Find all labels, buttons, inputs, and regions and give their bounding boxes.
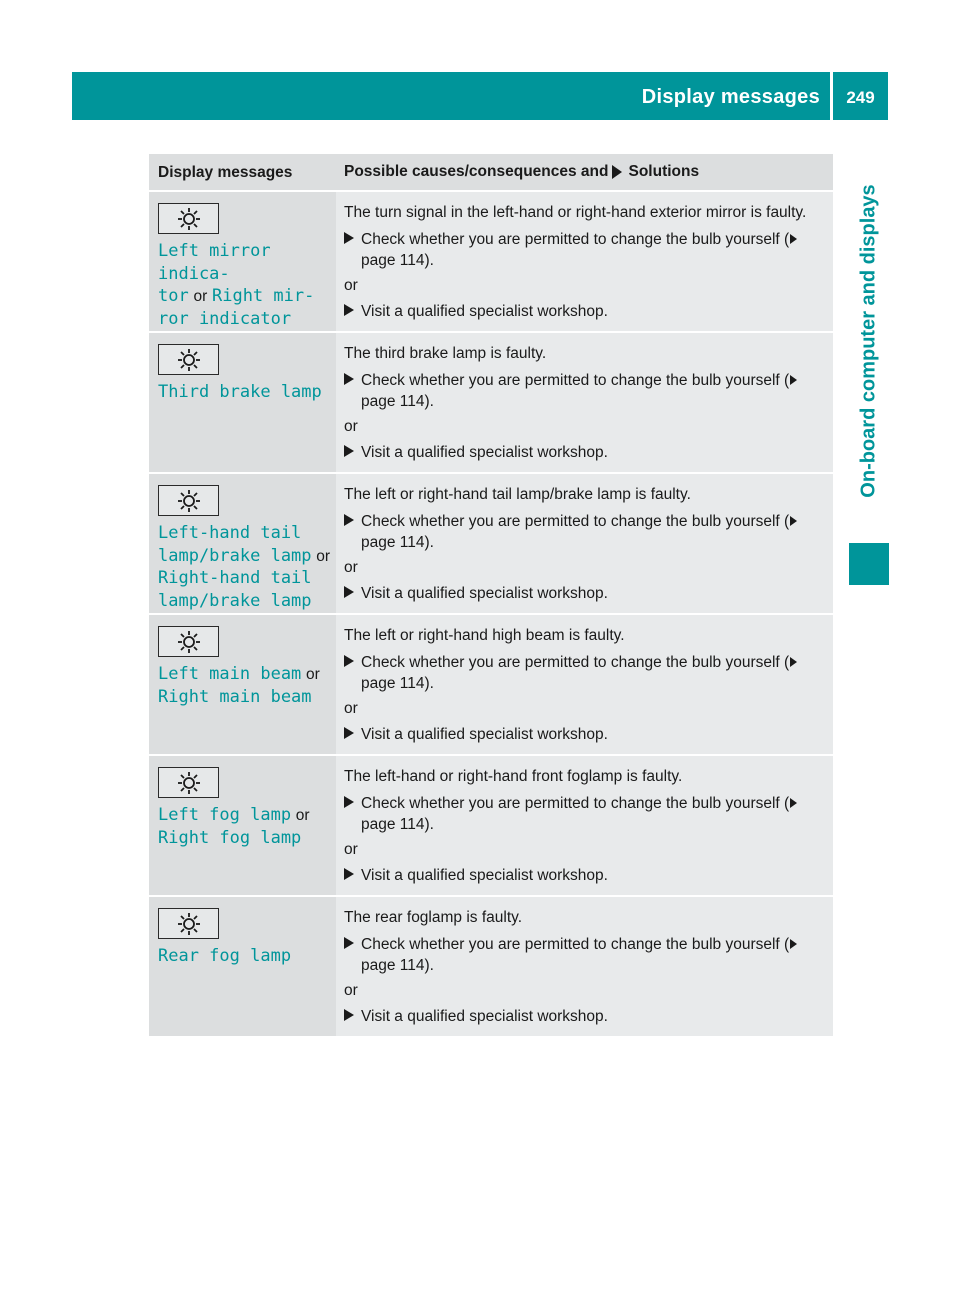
message-text: lamp/brake lamp (158, 590, 312, 611)
bulb-failure-icon (158, 626, 219, 657)
table-row (149, 190, 833, 331)
or-text: or (344, 982, 358, 999)
step-text: Check whether you are permitted to change the bulb yourself ( (361, 936, 790, 953)
page-ref-link[interactable]: page 114). (361, 534, 434, 551)
step-text: Visit a qualified specialist workshop. (361, 585, 608, 602)
page-ref-icon (790, 939, 797, 949)
message-text: Rear fog lamp (158, 946, 292, 966)
bulb-failure-icon (158, 767, 219, 798)
side-tab-label: On-board computer and displays (857, 184, 880, 498)
table-row (149, 895, 833, 1036)
header-title: Display messages (641, 86, 820, 108)
col-header-solutions-text: Solutions (628, 163, 700, 180)
action-arrow-icon (344, 232, 354, 244)
bulb-failure-icon (158, 485, 219, 516)
solution-step (344, 724, 821, 745)
action-arrow-icon (344, 514, 354, 526)
solution-cell (336, 897, 833, 1036)
or-text: or (344, 559, 358, 576)
page-ref-link[interactable]: page 114). (361, 957, 434, 974)
step-text: Visit a qualified specialist workshop. (361, 303, 608, 320)
page-ref-icon (790, 798, 797, 808)
step-text: Visit a qualified specialist workshop. (361, 444, 608, 461)
step-text: Visit a qualified specialist workshop. (361, 726, 608, 743)
page-ref-link[interactable]: page 114). (361, 393, 434, 410)
action-arrow-icon (344, 1009, 354, 1021)
solution-step (344, 793, 821, 835)
message-cell (149, 333, 336, 472)
action-arrow-icon (344, 445, 354, 457)
solution-step (344, 229, 821, 271)
step-text: Check whether you are permitted to change the bulb yourself ( (361, 231, 790, 248)
message-cell (149, 192, 336, 331)
message-text: lamp/brake lamp (158, 545, 312, 566)
solution-step (344, 301, 821, 322)
cause-text: The left or right-hand tail lamp/brake lamp is faulty. (344, 486, 691, 503)
message-text: tor (158, 286, 189, 306)
action-arrow-icon (344, 937, 354, 949)
solution-cell (336, 474, 833, 613)
or-text: or (316, 547, 331, 565)
action-arrow-icon (344, 868, 354, 880)
or-text: or (306, 666, 320, 683)
solution-step (344, 511, 821, 553)
side-tab (849, 140, 889, 543)
step-text: Check whether you are permitted to change the bulb yourself ( (361, 795, 790, 812)
col-header-causes (336, 154, 833, 190)
display-messages-table (149, 154, 833, 1036)
cause-text: The turn signal in the left-hand or right-hand exterior mirror is faulty. (344, 204, 807, 221)
step-text: Check whether you are permitted to change the bulb yourself ( (361, 654, 790, 671)
action-arrow-icon (344, 304, 354, 316)
page-ref-icon (790, 516, 797, 526)
solution-cell (336, 756, 833, 895)
message-text: Left fog lamp (158, 805, 292, 825)
step-text: Check whether you are permitted to change the bulb yourself ( (361, 372, 790, 389)
message-text: Left main beam (158, 664, 302, 684)
table-row (149, 472, 833, 613)
message-cell (149, 756, 336, 895)
solution-cell (336, 615, 833, 754)
table-row (149, 754, 833, 895)
table-row (149, 331, 833, 472)
arrow-right-icon (612, 165, 622, 179)
page-ref-link[interactable]: page 114). (361, 816, 434, 833)
action-arrow-icon (344, 373, 354, 385)
solution-step (344, 865, 821, 886)
page-ref-icon (790, 657, 797, 667)
message-cell (149, 897, 336, 1036)
action-arrow-icon (344, 655, 354, 667)
page-number: 249 (846, 88, 875, 107)
message-text: Third brake lamp (158, 382, 322, 402)
solution-cell (336, 192, 833, 331)
solution-step (344, 652, 821, 694)
message-text: Right fog lamp (158, 827, 302, 848)
page-ref-link[interactable]: page 114). (361, 252, 434, 269)
table-row (149, 613, 833, 754)
or-text: or (193, 288, 208, 305)
bulb-failure-icon (158, 344, 219, 375)
message-text: Right main beam (158, 686, 312, 707)
solution-step (344, 583, 821, 604)
message-cell (149, 474, 336, 613)
bulb-failure-icon (158, 203, 219, 234)
col-header-causes-text: Possible causes/consequences and (344, 163, 609, 180)
page-ref-icon (790, 375, 797, 385)
solution-cell (336, 333, 833, 472)
cause-text: The left or right-hand high beam is faulty. (344, 627, 625, 644)
solution-step (344, 370, 821, 412)
bulb-failure-icon (158, 908, 219, 939)
message-cell (149, 615, 336, 754)
step-text: Visit a qualified specialist workshop. (361, 867, 608, 884)
or-text: or (344, 841, 358, 858)
col-header-display-messages: Display messages (158, 164, 293, 181)
message-text: Left mirror indica- (158, 241, 271, 284)
page-ref-icon (790, 234, 797, 244)
page-ref-link[interactable]: page 114). (361, 675, 434, 692)
step-text: Visit a qualified specialist workshop. (361, 1008, 608, 1025)
message-text: ror indicator (158, 308, 292, 329)
table-header (149, 154, 833, 190)
action-arrow-icon (344, 727, 354, 739)
side-tab-marker (849, 543, 889, 585)
or-text: or (344, 418, 358, 435)
action-arrow-icon (344, 586, 354, 598)
cause-text: The rear foglamp is faulty. (344, 909, 523, 926)
or-text: or (344, 277, 358, 294)
or-text: or (344, 700, 358, 717)
or-text: or (295, 807, 310, 824)
cause-text: The left-hand or right-hand front foglamp is faulty. (344, 768, 683, 785)
solution-step (344, 934, 821, 976)
solution-step (344, 1006, 821, 1027)
cause-text: The third brake lamp is faulty. (344, 345, 547, 362)
action-arrow-icon (344, 796, 354, 808)
solution-step (344, 442, 821, 463)
page-header (72, 72, 888, 120)
step-text: Check whether you are permitted to change the bulb yourself ( (361, 513, 790, 530)
message-text: Right mir- (211, 286, 315, 306)
message-text: Left-hand tail (158, 523, 302, 543)
message-text: Right-hand tail (158, 568, 312, 588)
